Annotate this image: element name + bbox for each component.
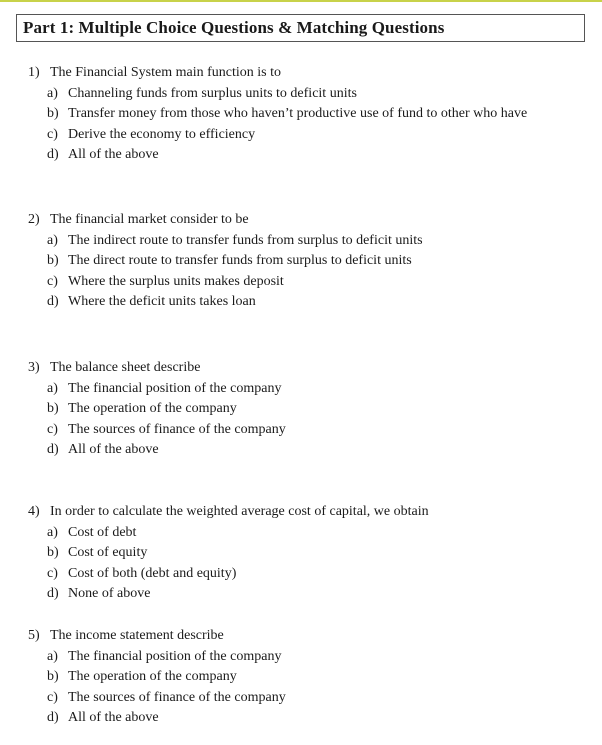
option-text: The sources of finance of the company [68, 421, 286, 437]
option-letter: c) [47, 689, 58, 705]
option-text: Channeling funds from surplus units to deficit units [68, 85, 357, 101]
option-list [28, 523, 429, 605]
option-d [28, 584, 429, 605]
question-text: The Financial System main function is to [50, 65, 281, 80]
question-stem [28, 626, 286, 647]
section-title: Part 1: Multiple Choice Questions & Matching Questions [23, 18, 445, 37]
option-text: All of the above [68, 442, 159, 457]
question-3 [28, 358, 286, 461]
option-letter: a) [47, 524, 58, 540]
question-stem [28, 502, 429, 523]
option-letter: c) [47, 273, 58, 289]
option-text: The sources of finance of the company [68, 689, 286, 705]
option-letter: d) [47, 586, 59, 601]
option-text: None of above [68, 586, 151, 601]
option-c [28, 125, 527, 146]
option-letter: a) [47, 380, 58, 396]
option-letter: d) [47, 442, 59, 457]
top-rule [0, 0, 602, 2]
question-text: In order to calculate the weighted average cost of capital, we obtain [50, 504, 429, 519]
option-text: All of the above [68, 147, 159, 162]
option-letter: c) [47, 421, 58, 437]
option-list [28, 379, 286, 461]
option-text: All of the above [68, 710, 159, 725]
option-text: Cost of equity [68, 545, 148, 560]
question-number: 1) [28, 65, 40, 80]
option-letter: d) [47, 294, 59, 309]
option-text: The direct route to transfer funds from surplus to deficit units [68, 253, 412, 268]
option-a [28, 231, 423, 252]
option-letter: b) [47, 401, 59, 416]
option-b [28, 667, 286, 688]
option-b [28, 543, 429, 564]
option-c [28, 688, 286, 709]
option-list [28, 84, 527, 166]
option-list [28, 647, 286, 729]
option-b [28, 104, 527, 125]
option-a [28, 379, 286, 400]
option-d [28, 145, 527, 166]
option-b [28, 251, 423, 272]
option-letter: b) [47, 669, 59, 684]
option-text: The operation of the company [68, 401, 237, 416]
option-letter: a) [47, 648, 58, 664]
option-letter: a) [47, 232, 58, 248]
option-letter: d) [47, 147, 59, 162]
question-stem [28, 63, 527, 84]
question-4 [28, 502, 429, 605]
option-letter: b) [47, 253, 59, 268]
option-text: Cost of debt [68, 524, 137, 540]
option-b [28, 399, 286, 420]
option-c [28, 564, 429, 585]
option-letter: c) [47, 126, 58, 142]
option-list [28, 231, 423, 313]
option-text: The financial position of the company [68, 648, 282, 664]
option-text: Derive the economy to efficiency [68, 126, 256, 142]
option-d [28, 292, 423, 313]
question-text: The balance sheet describe [50, 360, 201, 375]
option-a [28, 647, 286, 668]
option-d [28, 708, 286, 729]
option-text: Where the deficit units takes loan [68, 294, 256, 309]
question-2 [28, 210, 423, 313]
question-number: 5) [28, 628, 40, 643]
question-1 [28, 63, 527, 166]
option-text: Transfer money from those who haven’t productive use of fund to other who have [68, 106, 528, 121]
question-text: The financial market consider to be [50, 212, 249, 227]
question-stem [28, 210, 423, 231]
option-letter: b) [47, 545, 59, 560]
option-a [28, 84, 527, 105]
option-text: The financial position of the company [68, 380, 282, 396]
question-stem [28, 358, 286, 379]
option-text: The indirect route to transfer funds from surplus to deficit units [68, 232, 423, 248]
option-text: The operation of the company [68, 669, 237, 684]
option-c [28, 420, 286, 441]
option-c [28, 272, 423, 293]
option-letter: a) [47, 85, 58, 101]
question-number: 3) [28, 360, 40, 375]
option-text: Where the surplus units makes deposit [68, 273, 284, 289]
option-text: Cost of both (debt and equity) [68, 565, 237, 581]
question-number: 2) [28, 212, 40, 227]
option-d [28, 440, 286, 461]
question-5 [28, 626, 286, 729]
question-text: The income statement describe [50, 628, 224, 643]
option-letter: d) [47, 710, 59, 725]
question-number: 4) [28, 504, 40, 519]
option-letter: b) [47, 106, 59, 121]
option-a [28, 523, 429, 544]
option-letter: c) [47, 565, 58, 581]
section-header [16, 14, 585, 42]
